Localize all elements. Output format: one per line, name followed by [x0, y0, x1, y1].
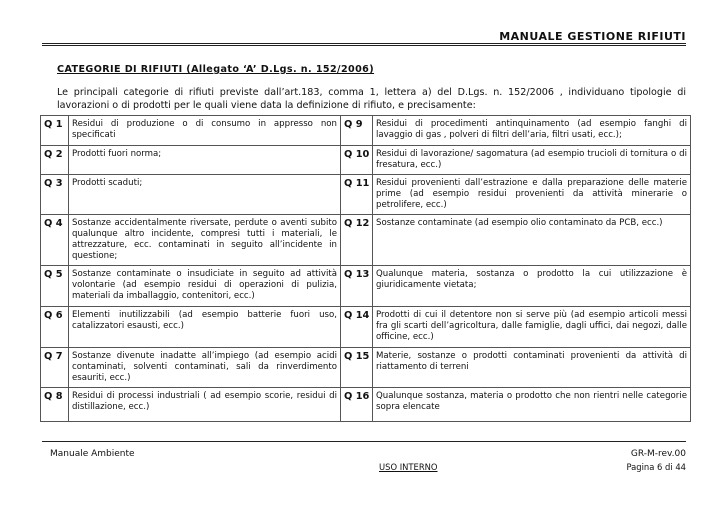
- footer-divider: [42, 441, 686, 442]
- category-description-left: Sostanze accidentalmente riversate, perdute o aventi subito qualunque altro incidente, compresi tutti i materiali, le attrezzature, ecc. contaminati in seguito all’incidente in questione;: [69, 215, 341, 266]
- header-divider: [42, 43, 686, 46]
- category-description-left: Residui di produzione o di consumo in appresso non specificati: [69, 116, 341, 146]
- category-code-right: Q 15: [341, 348, 373, 388]
- category-row: [41, 266, 691, 307]
- category-description-right: Materie, sostanze o prodotti contaminati provenienti da attività di riattamento di terreni: [373, 348, 691, 388]
- category-row: [41, 307, 691, 348]
- category-description-right: Sostanze contaminate (ad esempio olio contaminato da PCB, ecc.): [373, 215, 691, 266]
- category-description-right: Residui di lavorazione/ sagomatura (ad esempio trucioli di tornitura o di fresatura, ecc.): [373, 146, 691, 175]
- category-code-left: Q 5: [41, 266, 69, 307]
- section-title: CATEGORIE DI RIFIUTI (Allegato ‘A’ D.Lgs. n. 152/2006): [57, 64, 375, 75]
- intro-paragraph: Le principali categorie di rifiuti previste dall’art.183, comma 1, lettera a) del D.Lgs. n. 152/2006 , individuano tipologie di lavorazioni o di prodotti per le quali viene data la definizione di rifiuto, e precisamente:: [57, 87, 686, 111]
- category-code-right: Q 16: [341, 388, 373, 422]
- category-row: [41, 215, 691, 266]
- category-description-right: Qualunque sostanza, materia o prodotto che non rientri nelle categorie sopra elencate: [373, 388, 691, 422]
- category-code-left: Q 7: [41, 348, 69, 388]
- category-description-left: Elementi inutilizzabili (ad esempio batterie fuori uso, catalizzatori esausti, ecc.): [69, 307, 341, 348]
- category-description-left: Prodotti fuori norma;: [69, 146, 341, 175]
- category-code-right: Q 10: [341, 146, 373, 175]
- category-description-right: Residui di procedimenti antinquinamento (ad esempio fanghi di lavaggio di gas , polveri di filtri dell’aria, filtri usati, ecc.);: [373, 116, 691, 146]
- categories-table-body: [41, 116, 691, 422]
- footer-manual-name: Manuale Ambiente: [50, 449, 135, 459]
- category-row: [41, 146, 691, 175]
- category-description-left: Residui di processi industriali ( ad esempio scorie, residui di distillazione, ecc.): [69, 388, 341, 422]
- category-description-left: Sostanze contaminate o insudiciate in seguito ad attività volontarie (ad esempio residui di operazioni di pulizia, materiali da imballaggio, contenitori, ecc.): [69, 266, 341, 307]
- waste-categories-table: [40, 115, 691, 422]
- category-code-left: Q 8: [41, 388, 69, 422]
- category-code-right: Q 13: [341, 266, 373, 307]
- category-row: [41, 388, 691, 422]
- category-code-right: Q 9: [341, 116, 373, 146]
- document-header-title: MANUALE GESTIONE RIFIUTI: [499, 30, 686, 43]
- category-code-left: Q 1: [41, 116, 69, 146]
- category-row: [41, 116, 691, 146]
- category-description-right: Qualunque materia, sostanza o prodotto la cui utilizzazione è giuridicamente vietata;: [373, 266, 691, 307]
- footer-page-number: Pagina 6 di 44: [626, 462, 686, 472]
- category-description-right: Prodotti di cui il detentore non si serve più (ad esempio articoli messi fra gli scarti dell’agricoltura, dalle famiglie, dagli uffici, dai negozi, dalle officine, ecc.): [373, 307, 691, 348]
- category-description-right: Residui provenienti dall’estrazione e dalla preparazione delle materie prime (ad esempio residui provenienti da attività minerarie o petrolifere, ecc.): [373, 175, 691, 215]
- category-code-right: Q 12: [341, 215, 373, 266]
- category-row: [41, 175, 691, 215]
- category-description-left: Prodotti scaduti;: [69, 175, 341, 215]
- category-code-left: Q 3: [41, 175, 69, 215]
- category-description-left: Sostanze divenute inadatte all’impiego (ad esempio acidi contaminati, solventi contaminati, sali da rinverdimento esauriti, ecc.): [69, 348, 341, 388]
- category-code-right: Q 11: [341, 175, 373, 215]
- category-code-left: Q 2: [41, 146, 69, 175]
- category-code-left: Q 4: [41, 215, 69, 266]
- category-code-left: Q 6: [41, 307, 69, 348]
- footer-doc-code: GR-M-rev.00: [630, 449, 686, 459]
- footer-classification: USO INTERNO: [379, 462, 438, 472]
- category-row: [41, 348, 691, 388]
- category-code-right: Q 14: [341, 307, 373, 348]
